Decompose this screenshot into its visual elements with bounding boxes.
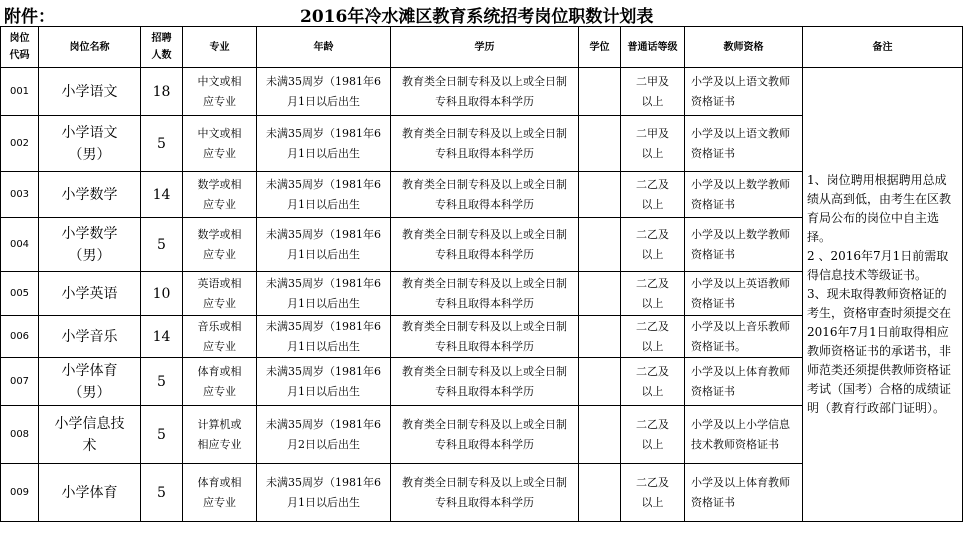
teacher-qualification: 小学及以上数学教师资格证书: [685, 218, 803, 272]
col-header-major: 专业: [183, 27, 257, 68]
col-header-count: 招聘人数: [141, 27, 183, 68]
position-code: 008: [1, 406, 39, 464]
position-code: 004: [1, 218, 39, 272]
position-name: 小学体育（男）: [39, 358, 141, 406]
recruit-count: 5: [141, 116, 183, 172]
position-name: 小学英语: [39, 272, 141, 316]
education-requirement: 教育类全日制专科及以上或全日制专科且取得本科学历: [391, 464, 579, 522]
age-requirement: 未满35周岁（1981年6月1日以后出生: [257, 316, 391, 358]
age-requirement: 未满35周岁（1981年6月1日以后出生: [257, 272, 391, 316]
mandarin-level: 二乙及以上: [621, 172, 685, 218]
position-code: 005: [1, 272, 39, 316]
education-requirement: 教育类全日制专科及以上或全日制专科且取得本科学历: [391, 272, 579, 316]
education-requirement: 教育类全日制专科及以上或全日制专科且取得本科学历: [391, 116, 579, 172]
recruit-count: 5: [141, 464, 183, 522]
position-code: 002: [1, 116, 39, 172]
teacher-qualification: 小学及以上体育教师资格证书: [685, 464, 803, 522]
degree-requirement: [579, 116, 621, 172]
table-header-row: [1, 27, 963, 68]
major-requirement: 数学或相应专业: [183, 172, 257, 218]
teacher-qualification: 小学及以上体育教师资格证书: [685, 358, 803, 406]
age-requirement: 未满35周岁（1981年6月1日以后出生: [257, 116, 391, 172]
remarks-cell: 1、岗位聘用根据聘用总成绩从高到低，由考生在区教育局公布的岗位中自主选择。 2 、2016年7月1日前需取得信息技术等级证书。 3、现未取得教师资格证的考生，资格审查时须提交在2016年7月1日前取得相应教师资格证书的承诺书，非师范类还须提供教师资格证考试（国考）合格的成绩证明（教育行政部门证明）。: [803, 68, 963, 522]
mandarin-level: 二乙及以上: [621, 272, 685, 316]
teacher-qualification: 小学及以上语文教师资格证书: [685, 68, 803, 116]
degree-requirement: [579, 172, 621, 218]
major-requirement: 体育或相应专业: [183, 358, 257, 406]
attachment-label: 附件：: [4, 7, 55, 27]
document-title: 2016年冷水滩区教育系统招考岗位职数计划表: [300, 7, 654, 27]
age-requirement: 未满35周岁（1981年6月1日以后出生: [257, 218, 391, 272]
position-name: 小学语文（男）: [39, 116, 141, 172]
education-requirement: 教育类全日制专科及以上或全日制专科且取得本科学历: [391, 358, 579, 406]
position-name: 小学音乐: [39, 316, 141, 358]
recruit-count: 10: [141, 272, 183, 316]
major-requirement: 中文或相应专业: [183, 116, 257, 172]
mandarin-level: 二乙及以上: [621, 218, 685, 272]
recruit-count: 5: [141, 406, 183, 464]
education-requirement: 教育类全日制专科及以上或全日制专科且取得本科学历: [391, 218, 579, 272]
col-header-mandarin: 普通话等级: [621, 27, 685, 68]
major-requirement: 数学或相应专业: [183, 218, 257, 272]
teacher-qualification: 小学及以上英语教师资格证书: [685, 272, 803, 316]
major-requirement: 英语或相应专业: [183, 272, 257, 316]
recruit-count: 14: [141, 172, 183, 218]
position-name: 小学体育: [39, 464, 141, 522]
education-requirement: 教育类全日制专科及以上或全日制专科且取得本科学历: [391, 172, 579, 218]
recruit-count: 14: [141, 316, 183, 358]
education-requirement: 教育类全日制专科及以上或全日制专科且取得本科学历: [391, 68, 579, 116]
degree-requirement: [579, 358, 621, 406]
col-header-code: 岗位代码: [1, 27, 39, 68]
mandarin-level: 二乙及以上: [621, 406, 685, 464]
degree-requirement: [579, 218, 621, 272]
mandarin-level: 二乙及以上: [621, 358, 685, 406]
degree-requirement: [579, 272, 621, 316]
age-requirement: 未满35周岁（1981年6月1日以后出生: [257, 172, 391, 218]
recruit-count: 18: [141, 68, 183, 116]
age-requirement: 未满35周岁（1981年6月1日以后出生: [257, 464, 391, 522]
position-code: 007: [1, 358, 39, 406]
degree-requirement: [579, 316, 621, 358]
position-code: 006: [1, 316, 39, 358]
teacher-qualification: 小学及以上语文教师资格证书: [685, 116, 803, 172]
col-header-education: 学历: [391, 27, 579, 68]
mandarin-level: 二甲及以上: [621, 116, 685, 172]
col-header-qualification: 教师资格: [685, 27, 803, 68]
position-name: 小学数学: [39, 172, 141, 218]
major-requirement: 计算机或相应专业: [183, 406, 257, 464]
degree-requirement: [579, 464, 621, 522]
education-requirement: 教育类全日制专科及以上或全日制专科且取得本科学历: [391, 316, 579, 358]
position-code: 009: [1, 464, 39, 522]
degree-requirement: [579, 406, 621, 464]
teacher-qualification: 小学及以上数学教师资格证书: [685, 172, 803, 218]
col-header-name: 岗位名称: [39, 27, 141, 68]
degree-requirement: [579, 68, 621, 116]
major-requirement: 音乐或相应专业: [183, 316, 257, 358]
age-requirement: 未满35周岁（1981年6月1日以后出生: [257, 68, 391, 116]
mandarin-level: 二乙及以上: [621, 464, 685, 522]
col-header-degree: 学位: [579, 27, 621, 68]
position-name: 小学语文: [39, 68, 141, 116]
col-header-remarks: 备注: [803, 27, 963, 68]
recruitment-table: [0, 26, 963, 522]
major-requirement: 中文或相应专业: [183, 68, 257, 116]
position-code: 001: [1, 68, 39, 116]
mandarin-level: 二甲及以上: [621, 68, 685, 116]
col-header-age: 年龄: [257, 27, 391, 68]
mandarin-level: 二乙及以上: [621, 316, 685, 358]
teacher-qualification: 小学及以上音乐教师资格证书。: [685, 316, 803, 358]
position-code: 003: [1, 172, 39, 218]
major-requirement: 体育或相应专业: [183, 464, 257, 522]
recruit-count: 5: [141, 358, 183, 406]
recruit-count: 5: [141, 218, 183, 272]
position-name: 小学数学（男）: [39, 218, 141, 272]
age-requirement: 未满35周岁（1981年6月2日以后出生: [257, 406, 391, 464]
table-row: [1, 68, 963, 116]
age-requirement: 未满35周岁（1981年6月1日以后出生: [257, 358, 391, 406]
position-name: 小学信息技术: [39, 406, 141, 464]
teacher-qualification: 小学及以上小学信息技术教师资格证书: [685, 406, 803, 464]
education-requirement: 教育类全日制专科及以上或全日制专科且取得本科学历: [391, 406, 579, 464]
